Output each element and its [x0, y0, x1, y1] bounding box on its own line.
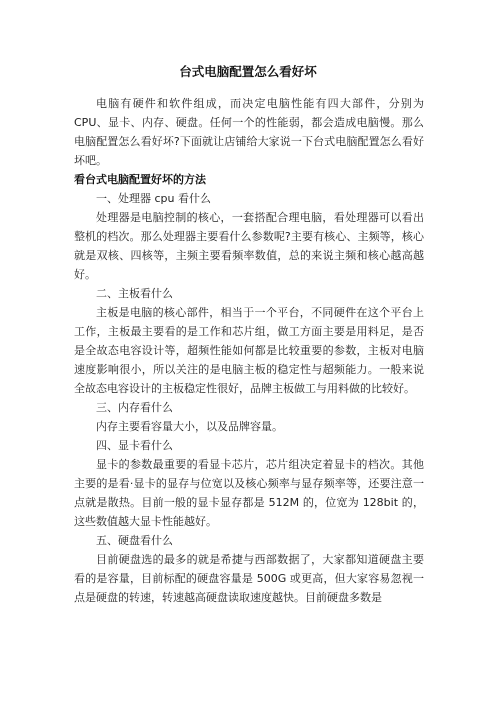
paragraph-memory: 内存主要看容量大小，以及品牌容量。 — [96, 420, 283, 433]
section-heading: 看台式电脑配置好坏的方法 — [74, 173, 206, 186]
subheading-memory: 三、内存看什么 — [96, 401, 173, 414]
paragraph-harddisk: 目前硬盘选的最多的就是希捷与西部数据了，大家都知道硬盘主要看的是容量，目前标配的硬盘容量是 500G 或更高，但大家容易忽视一点是硬盘的转速，转速越高硬盘读取速度越快。目前硬盘多数是 — [74, 553, 424, 604]
paragraph-cpu: 处理器是电脑控制的核心，一套搭配合理电脑，看处理器可以看出整机的档次。那么处理器主要看什么参数呢?主要有核心、主频等，核心就是双核、四核等，主频主要看频率数值，总的来说主频和核心越高越好。 — [74, 211, 424, 281]
document-body — [74, 94, 424, 607]
subheading-cpu: 一、处理器 cpu 看什么 — [96, 192, 211, 205]
paragraph-graphics: 显卡的参数最重要的看显卡芯片，芯片组决定着显卡的档次。其他主要的是看·显卡的显存与位宽以及核心频率与显存频率等，还要注意一点就是散热。目前一般的显卡显存都是 512M 的，位宽为 128bit 的，这些数值越大显卡性能越好。 — [74, 458, 424, 528]
subheading-motherboard: 二、主板看什么 — [96, 287, 173, 300]
subheading-graphics: 四、显卡看什么 — [96, 439, 173, 452]
paragraph-intro: 电脑有硬件和软件组成，而决定电脑性能有四大部件，分别为CPU、显卡、内存、硬盘。任何一个的性能弱，都会造成电脑慢。那么电脑配置怎么看好坏?下面就让店铺给大家说一下台式电脑配置怎么看好坏吧。 — [74, 97, 424, 167]
paragraph-motherboard: 主板是电脑的核心部件，相当于一个平台，不同硬件在这个平台上工作，主板最主要看的是工作和芯片组，做工方面主要是用料足，是否是全故态电容设计等，超频性能如何都是比较重要的参数，主板对电脑速度影响很小，所以关注的是电脑主板的稳定性与超频能力。一般来说全故态电容设计的主板稳定性很好，品牌主板做工与用料做的比较好。 — [74, 306, 424, 395]
document-title: 台式电脑配置怎么看好坏 — [179, 64, 317, 79]
subheading-harddisk: 五、硬盘看什么 — [96, 534, 173, 547]
